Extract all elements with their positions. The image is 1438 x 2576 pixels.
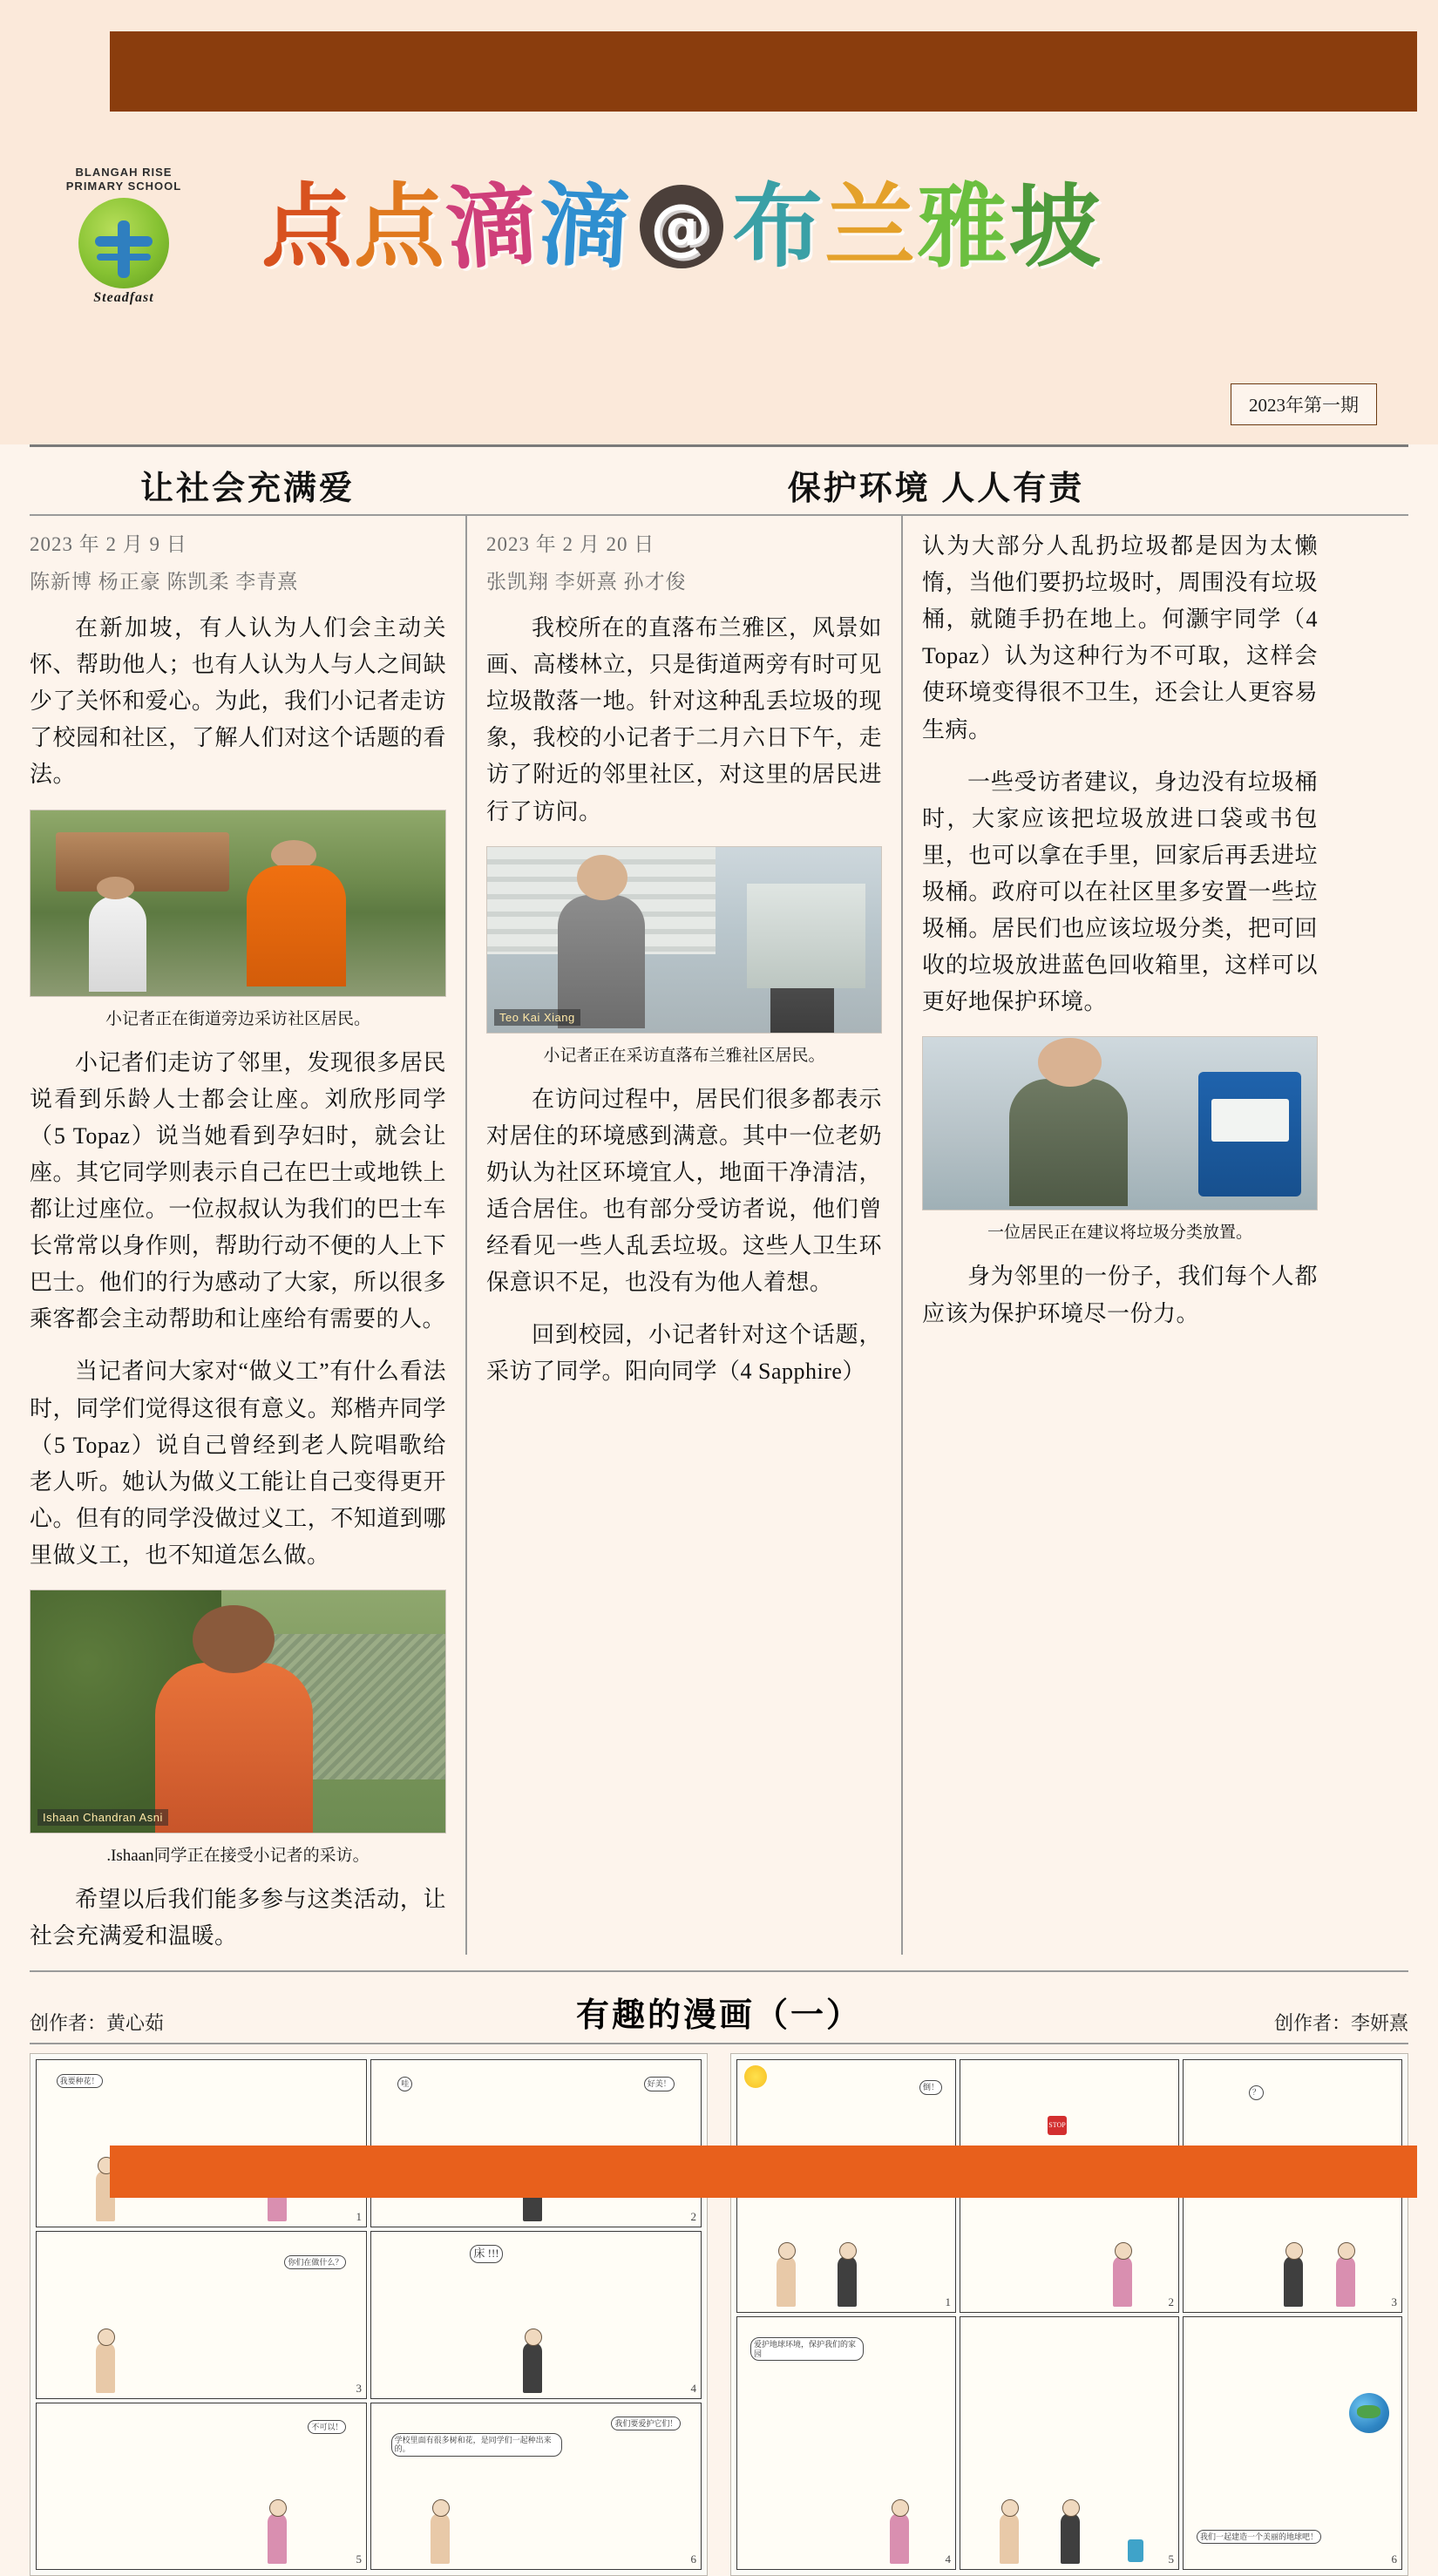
comic-figure — [1336, 2256, 1355, 2307]
at-symbol-icon: @ — [640, 185, 723, 268]
comic-figure — [1061, 2513, 1080, 2564]
column-right — [901, 516, 1337, 1955]
comic-speech-bubble: 我们要爱护它们！ — [611, 2417, 681, 2430]
comic-panel — [36, 2403, 367, 2571]
comic-panel — [736, 2316, 956, 2570]
title-char-2: 点 — [354, 173, 447, 280]
photo-figure-resident — [1009, 1079, 1128, 1207]
comic-speech-bubble: 好美！ — [644, 2077, 675, 2091]
ishaan-interview-photo — [30, 1590, 446, 1834]
comic-speech-bubble: 爱护地球环境，保护我们的家园 — [750, 2337, 864, 2361]
comic-panel-number: 3 — [356, 2381, 362, 2395]
article-2-paragraph-1: 我校所在的直落布兰雅区，风景如画、高楼林立，只是街道两旁有时可见垃圾散落一地。针对这种乱丢垃圾的现象，我校的小记者于二月六日下午，走访了附近的邻里社区，对这里的居民进行了访问。 — [486, 615, 882, 824]
comic-panel — [960, 2316, 1179, 2570]
article-1-paragraph-4: 希望以后我们能多参与这类活动，让社会充满爱和温暖。 — [30, 1887, 446, 1949]
school-logo — [45, 166, 202, 340]
comic-panel — [36, 2059, 367, 2227]
article-2-date: 2023 年 2 月 20 日 — [486, 533, 655, 555]
comic-panel-number: 2 — [1168, 2295, 1174, 2309]
comic-panel — [370, 2231, 702, 2399]
comic-panel — [1183, 2316, 1402, 2570]
comics-section-title: 有趣的漫画（一） — [575, 1997, 862, 2035]
article-2-paragraph-3: 回到校园，小记者针对这个话题，采访了同学。阳向同学（4 Sapphire） — [486, 1322, 882, 1385]
comics-container — [0, 2044, 1438, 2576]
column-middle — [465, 516, 901, 1955]
comic-speech-bubble: 你们在做什么？ — [284, 2255, 346, 2269]
sun-icon — [744, 2065, 767, 2088]
photo-name-overlay: Ishaan Chandran Asni — [37, 1809, 168, 1826]
comic-figure — [777, 2256, 796, 2307]
photo-name-overlay: Teo Kai Xiang — [494, 1009, 580, 1026]
title-char-9: 坡 — [1009, 173, 1102, 280]
street-interview-photo — [30, 810, 446, 997]
comic-figure — [96, 2342, 115, 2393]
article-1-paragraph-3: 当记者问大家对“做义工”有什么看法时，同学们觉得这很有意义。郑楷卉同学（5 Topaz）说自己曾经到老人院唱歌给老人听。她认为做义工能让自己变得更开心。但有的同学没做过义工，不知道到哪里做义工，也不知道怎么做。 — [30, 1359, 446, 1568]
article-1-photo-1-caption: 小记者正在街道旁边采访社区居民。 — [105, 1009, 370, 1028]
comic-right-credit: 创作者：李妍熹 — [1273, 2012, 1408, 2035]
comic-panel-number: 2 — [690, 2209, 696, 2223]
comic-figure — [1284, 2256, 1303, 2307]
comic-speech-bubble: 倒！ — [919, 2080, 942, 2094]
masthead — [0, 0, 1438, 444]
trash-bin-icon — [1128, 2539, 1143, 2562]
comic-figure — [890, 2513, 909, 2564]
comic-strip-right — [730, 2053, 1408, 2576]
comic-panel — [370, 2403, 702, 2571]
article-1-headline: 让社会充满爱 — [139, 471, 355, 507]
comic-panel — [370, 2059, 702, 2227]
photo-figure-child-head — [97, 877, 134, 899]
title-char-1: 点 — [261, 173, 355, 280]
comic-speech-bubble: 我要种花！ — [57, 2074, 103, 2088]
earth-globe-icon — [1349, 2393, 1389, 2433]
comic-panel-number: 5 — [1168, 2552, 1174, 2566]
issue-badge: 2023年第一期 — [1231, 383, 1377, 425]
comic-figure — [1000, 2513, 1019, 2564]
title-char-3: 滴 — [442, 170, 543, 283]
comic-speech-bubble: ？ — [1249, 2085, 1264, 2099]
article-2-photo-2-caption: 一位居民正在建议将垃圾分类放置。 — [987, 1224, 1252, 1243]
comic-speech-bubble: 哇 — [397, 2077, 412, 2091]
recycling-bin — [1198, 1072, 1301, 1196]
school-name-line-2: PRIMARY SCHOOL — [65, 180, 182, 193]
comic-speech-bubble: 我们一起建造一个美丽的地球吧！ — [1197, 2530, 1321, 2544]
article-2-photo-1-caption: 小记者正在采访直落布兰雅社区居民。 — [543, 1046, 825, 1065]
comic-speech-bubble: 床 !!! — [470, 2245, 502, 2263]
comic-panel-number: 5 — [356, 2552, 362, 2566]
title-char-8: 雅 — [917, 173, 1010, 280]
comic-figure — [268, 2513, 287, 2564]
photo-figure-adult-head — [271, 840, 316, 870]
article-1-authors: 陈新博 杨正豪 陈凯柔 李青熹 — [30, 571, 299, 593]
comic-strip-left — [30, 2053, 708, 2576]
comic-left-credit: 创作者：黄心茹 — [30, 2012, 165, 2035]
stop-sign-icon: STOP — [1048, 2116, 1067, 2135]
comic-speech-bubble: 学校里面有很多树和花，是同学们一起种出来的。 — [391, 2433, 563, 2457]
article-2-paragraph-5: 一些受访者建议，身边没有垃圾桶时，大家应该把垃圾放进口袋或书包里，也可以拿在手里，回家后再丢进垃圾桶。政府可以在社区里多安置一些垃圾桶。居民们也应该垃圾分类，把可回收的垃圾放进蓝色回收箱里，这样可以更好地保护环境。 — [922, 769, 1318, 1015]
article-2-authors: 张凯翔 李妍熹 孙才俊 — [486, 571, 687, 593]
photo-figure-reporter — [770, 932, 833, 1033]
article-2-headline: 保护环境 人人有责 — [787, 471, 1085, 507]
article-1-paragraph-2: 小记者们走访了邻里，发现很多居民说看到乐龄人士都会让座。刘欣彤同学（5 Topaz）说当她看到孕妇时，就会让座。其它同学则表示自己在巴士或地铁上都让过座位。一位叔叔认为我们的巴士车长常常以身作则，帮助行动不便的人上下巴士。他们的行为感动了大家，所以很多乘客都会主动帮助和让座给有需要的人。 — [30, 1049, 446, 1332]
footer-decorative-bar — [110, 2146, 1417, 2198]
comic-figure — [523, 2342, 542, 2393]
article-1-date: 2023 年 2 月 9 日 — [30, 533, 187, 555]
article-2-paragraph-2: 在访问过程中，居民们很多都表示对居住的环境感到满意。其中一位老奶奶认为社区环境宜人，地面干净清洁，适合居住。也有部分受访者说，他们曾经看见一些人乱丢垃圾。这些人卫生环保意识不足，也没有为他人着想。 — [486, 1086, 882, 1296]
article-1-photo-2-caption: .Ishaan同学正在接受小记者的采访。 — [106, 1847, 370, 1866]
article-columns — [0, 516, 1438, 1955]
title-char-6: 布 — [732, 173, 825, 280]
comic-panel — [36, 2231, 367, 2399]
estate-interview-photo — [486, 846, 882, 1034]
comic-panel-number: 1 — [945, 2295, 951, 2309]
school-name-line-1: BLANGAH RISE — [75, 166, 173, 179]
photo-figure-child — [89, 896, 147, 993]
tree-logo-icon — [78, 198, 169, 288]
comic-panel-number: 1 — [356, 2209, 362, 2223]
article-2-paragraph-6: 身为邻里的一份子，我们每个人都应该为保护环境尽一份力。 — [922, 1264, 1318, 1326]
comics-header — [0, 1972, 1438, 2043]
headline-row — [0, 447, 1438, 514]
title-char-7: 兰 — [824, 173, 918, 280]
photo-figure-student — [155, 1663, 313, 1833]
comic-figure — [431, 2513, 450, 2564]
comic-panel-number: 4 — [945, 2552, 951, 2566]
comic-speech-bubble: 不可以！ — [308, 2420, 346, 2434]
article-1-paragraph-1: 在新加坡，有人认为人们会主动关怀、帮助他人；也有人认为人与人之间缺少了关怀和爱心。为此，我们小记者走访了校园和社区，了解人们对这个话题的看法。 — [30, 615, 446, 788]
comic-figure — [838, 2256, 857, 2307]
comic-panel-number: 6 — [690, 2552, 696, 2566]
recycling-bin-interview-photo — [922, 1036, 1318, 1210]
column-left — [30, 516, 465, 1955]
comic-panel-number: 6 — [1391, 2552, 1397, 2566]
top-decorative-bar — [110, 31, 1417, 112]
title-char-4: 滴 — [535, 171, 634, 282]
school-motto: Steadfast — [93, 289, 154, 305]
comic-panel-number: 4 — [690, 2381, 696, 2395]
newsletter-title — [261, 153, 1351, 301]
comic-figure — [1113, 2256, 1132, 2307]
comic-panel-number: 3 — [1391, 2295, 1397, 2309]
article-2-paragraph-4: 认为大部分人乱扔垃圾都是因为太懒惰，当他们要扔垃圾时，周围没有垃圾桶，就随手扔在地上。何灏宇同学（4 Topaz）认为这种行为不可取，这样会使环境变得很不卫生，还会让人更容易生病。 — [922, 533, 1318, 742]
